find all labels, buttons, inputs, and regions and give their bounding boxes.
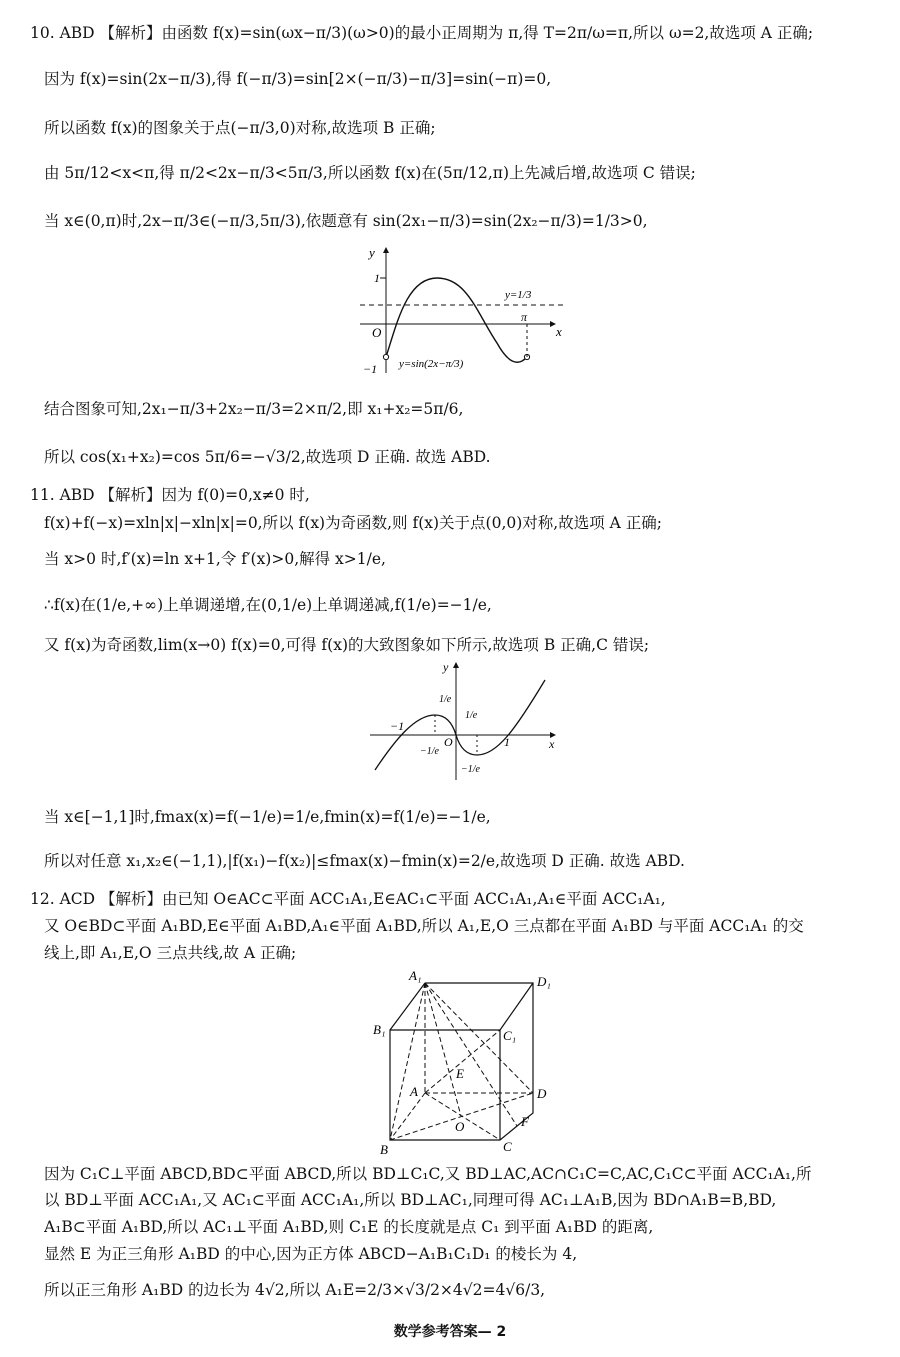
curve-label: y=sin(2x−π/3) [399, 358, 464, 370]
q11-line-1: 11. ABD 【解析】因为 f(0)=0,x≠0 时, [30, 486, 310, 504]
q12-line-8: 所以正三角形 A₁BD 的边长为 4√2,所以 A₁E=2/3×√3/2×4√2=4√6/3, [44, 1281, 546, 1299]
open-endpoint-left [383, 354, 388, 359]
label-O: O [455, 1119, 465, 1134]
origin-label: O [444, 735, 453, 749]
q10-line-3: 所以函数 f(x)的图象关于点(−π/3,0)对称,故选项 B 正确; [44, 119, 436, 137]
sine-graph [355, 243, 570, 383]
x-axis-label: x [549, 737, 555, 751]
label-C1: C₁ [503, 1028, 517, 1043]
label-D: D [537, 1086, 547, 1101]
label-B: B [380, 1142, 388, 1157]
q12-line-3: 线上,即 A₁,E,O 三点共线,故 A 正确; [44, 944, 297, 962]
label-E: E [456, 1066, 464, 1081]
x-axis-label: x [556, 324, 562, 339]
cube-dashed-edges [390, 983, 533, 1140]
label-A: A [410, 1084, 418, 1099]
label-B1: B₁ [373, 1022, 386, 1037]
q11-line-6: 当 x∈[−1,1]时,fmax(x)=f(−1/e)=1/e,fmin(x)=f(1/e)=−1/e, [44, 808, 491, 826]
q11-line-2: f(x)+f(−x)=xln|x|−xln|x|=0,所以 f(x)为奇函数,则 f(x)关于点(0,0)对称,故选项 A 正确; [44, 514, 662, 532]
q12-line-7: 显然 E 为正三角形 A₁BD 的中心,因为正方体 ABCD−A₁B₁C₁D₁ 的棱长为 4, [44, 1245, 578, 1263]
label-D1: D₁ [537, 974, 551, 989]
max-value-label: 1/e [439, 694, 452, 705]
tick-neg-one-label: −1 [363, 362, 378, 376]
q10-line-1: 10. ABD 【解析】由函数 f(x)=sin(ωx−π/3)(ω>0)的最小正周期为 π,得 T=2π/ω=π,所以 ω=2,故选项 A 正确; [30, 24, 814, 42]
q12-line-2: 又 O∈BD⊂平面 A₁BD,E∈平面 A₁BD,A₁∈平面 A₁BD,所以 A₁,E,O 三点都在平面 A₁BD 与平面 ACC₁A₁ 的交 [44, 917, 804, 935]
q11-line-5: 又 f(x)为奇函数,lim(x→0) f(x)=0,可得 f(x)的大致图象如下所示,故选项 B 正确,C 错误; [44, 636, 650, 654]
origin-label: O [372, 325, 382, 340]
tick-one-label: 1 [504, 735, 510, 749]
tick-neg-one-label: −1 [390, 719, 405, 733]
page-footer: 数学参考答案— 2 [393, 1324, 507, 1340]
pos-x-label: 1/e [465, 710, 478, 721]
q10-line-7: 所以 cos(x₁+x₂)=cos 5π/6=−√3/2,故选项 D 正确. 故选 ABD. [44, 448, 491, 466]
q12-line-5: 以 BD⊥平面 ACC₁A₁,又 AC₁⊂平面 ACC₁A₁,所以 BD⊥AC₁,同理可得 AC₁⊥A₁B,因为 BD∩A₁B=B,BD, [44, 1191, 777, 1209]
y-axis-label: y [369, 245, 375, 260]
tick-pi-label: π [521, 310, 528, 324]
label-C: C [503, 1139, 512, 1154]
q10-line-2: 因为 f(x)=sin(2x−π/3),得 f(−π/3)=sin[2×(−π/3)−π/3]=sin(−π)=0, [44, 70, 552, 88]
q12-line-1: 12. ACD 【解析】由已知 O∈AC⊂平面 ACC₁A₁,E∈AC₁⊂平面 ACC₁A₁,A₁∈平面 ACC₁A₁, [30, 890, 666, 908]
y-axis-label: y [443, 660, 449, 674]
neg-x-label: −1/e [420, 746, 439, 757]
q12-line-4: 因为 C₁C⊥平面 ABCD,BD⊂平面 ABCD,所以 BD⊥C₁C,又 BD⊥AC,AC∩C₁C=C,AC,C₁C⊂平面 ACC₁A₁,所 [44, 1165, 812, 1183]
q10-line-6: 结合图象可知,2x₁−π/3+2x₂−π/3=2×π/2,即 x₁+x₂=5π/6, [44, 400, 464, 418]
line-label: y=1/3 [505, 289, 532, 301]
label-F: F [521, 1114, 529, 1129]
q11-line-3: 当 x>0 时,f′(x)=ln x+1,令 f′(x)>0,解得 x>1/e, [44, 550, 386, 568]
q11-line-4: ∴f(x)在(1/e,+∞)上单调递增,在(0,1/e)上单调递减,f(1/e)=−1/e, [44, 596, 492, 614]
label-A1: A₁ [409, 968, 422, 983]
xlnx-graph [365, 660, 565, 785]
q12-line-6: A₁B⊂平面 A₁BD,所以 AC₁⊥平面 A₁BD,则 C₁E 的长度就是点 C₁ 到平面 A₁BD 的距离, [44, 1218, 654, 1236]
cube-figure [365, 968, 565, 1158]
q10-line-5: 当 x∈(0,π)时,2x−π/3∈(−π/3,5π/3),依题意有 sin(2x₁−π/3)=sin(2x₂−π/3)=1/3>0, [44, 212, 648, 230]
q11-line-7: 所以对任意 x₁,x₂∈(−1,1),|f(x₁)−f(x₂)|≤fmax(x)−fmin(x)=2/e,故选项 D 正确. 故选 ABD. [44, 852, 685, 870]
q10-line-4: 由 5π/12<x<π,得 π/2<2x−π/3<5π/3,所以函数 f(x)在(5π/12,π)上先减后增,故选项 C 错误; [44, 164, 696, 182]
min-value-label: −1/e [461, 764, 480, 775]
tick-one-label: 1 [374, 271, 380, 285]
